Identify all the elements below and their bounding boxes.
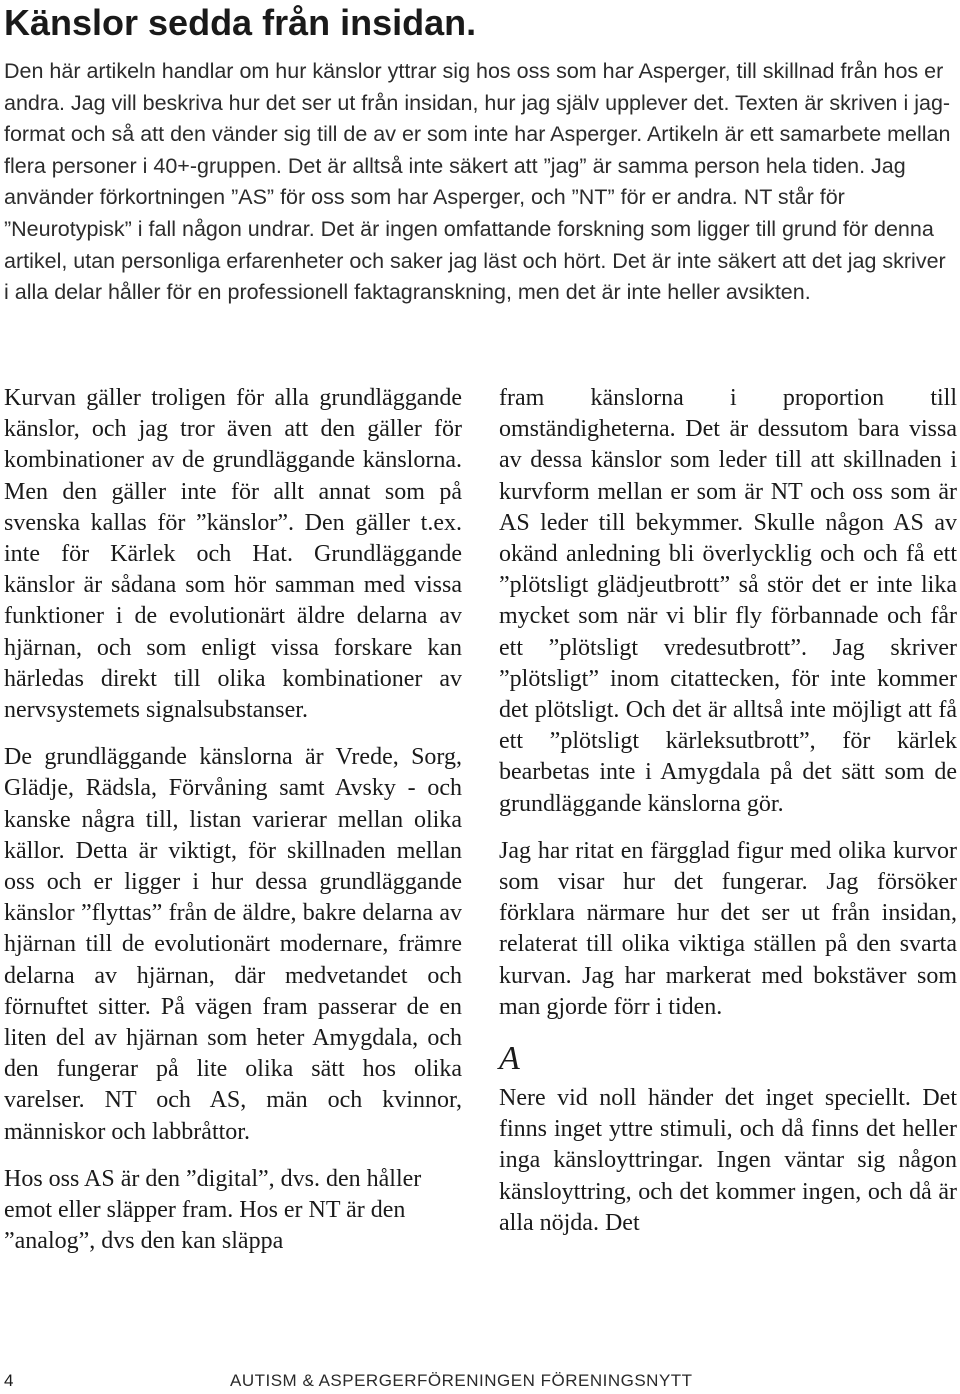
- left-column: [4, 383, 462, 1273]
- right-column: [499, 383, 957, 1255]
- body-paragraph: Jag har ritat en färgglad figur med olika kurvor som visar hur det fungerar. Jag försöker förklara närmare hur det ser ut från insidan, relaterat till olika viktiga ställen på den svarta kurvan. Jag har markerat med bokstäver som man gjorde förr i tiden.: [499, 837, 957, 1020]
- body-paragraph: Nere vid noll händer det inget speciellt. Det finns inget yttre stimuli, och då finns det heller inga känsloyttringar. Ingen väntar sig någon känsloyttring, och det kommer ingen, och då är alla nöjda. Det: [499, 1085, 957, 1236]
- body-paragraph: Hos oss AS är den ”digital”, dvs. den håller emot eller släpper fram. Hos er NT är den ”analog”, dvs den kan släppa: [4, 1165, 422, 1255]
- section-letter-marker: A: [499, 1040, 520, 1078]
- page-footer: [0, 1370, 960, 1394]
- article-intro: Den här artikeln handlar om hur känslor yttrar sig hos oss som har Asperger, till skillnad från hos er andra. Jag vill beskriva hur det ser ut från insidan, hur jag själv upplever det. Texten är skriven i jag-format och så att den vänder sig till de av er som inte har Asperger. Artikeln är ett samarbete mellan flera personer i 40+-gruppen. Det är alltså inte säkert att ”jag” är samma person hela tiden. Jag använder förkortningen ”AS” för oss som har Asperger, och ”NT” för er andra. NT står för ”Neurotypisk” i fall någon undrar. Det är ingen omfattande forskning som ligger till grund för denna artikel, utan personliga erfarenheter och saker jag läst och hört. Det är inte säkert att det jag skriver i alla delar håller för en professionell faktagranskning, men det är inte heller avsikten.: [4, 59, 951, 305]
- body-paragraph: fram känslorna i proportion till omständigheterna. Det är dessutom bara vissa av dessa känslor som leder till att skillnaden i kurvform mellan er som är NT och oss som är AS leder till bekymmer. Skulle någon AS av okänd anledning bli överlycklig och och få ett ”plötsligt glädjeutbrott” så stör det er inte lika mycket som när vi blir fly förbannade och får ett ”plötsligt vredesutbrott”. Jag skriver ”plötsligt” inom citattecken, för inte kommer det plötsligt. Och det är alltså inte möjligt att få ett ”plötsligt kärleksutbrott”, för kärlek bearbetas inte i Amygdala på det sätt som de grundläggande känslorna gör.: [499, 385, 957, 817]
- page-number: 4: [4, 1371, 14, 1390]
- body-paragraph: De grundläggande känslorna är Vrede, Sorg, Glädje, Rädsla, Förvåning samt Avsky - och kanske några till, listan varierar mellan olika källor. Detta är viktigt, för skillnaden mellan oss och er ligger i hur dessa grundläggande känslor ”flyttas” från de äldre, bakre delarna av hjärnan till de evolutionärt modernare, främre delarna av hjärnan, där medvetandet och förnuftet sitter. På vägen fram passerar de en liten del av hjärnan som heter Amygdala, och den fungerar på lite olika sätt hos olika varelser. NT och AS, män och kvinnor, människor och labbråttor.: [4, 744, 462, 1145]
- publication-name: AUTISM & ASPERGERFÖRENINGEN FÖRENINGSNYTT: [230, 1371, 693, 1390]
- article-title: Känslor sedda från insidan.: [4, 2, 477, 43]
- body-paragraph: Kurvan gäller troligen för alla grundläggande känslor, och jag tror även att den gäller för kombinationer av de grundläggande känslorna. Men den gäller inte för allt annat som på svenska kallas för ”känslor”. Den gäller t.ex. inte för Kärlek och Hat. Grundläggande känslor är sådana som hör samman med vissa funktioner i de evolutionärt äldre delarna av hjärnan, och som enligt vissa forskare kan härledas direkt till olika kombinationer av nervsystemets signalsubstanser.: [4, 385, 462, 724]
